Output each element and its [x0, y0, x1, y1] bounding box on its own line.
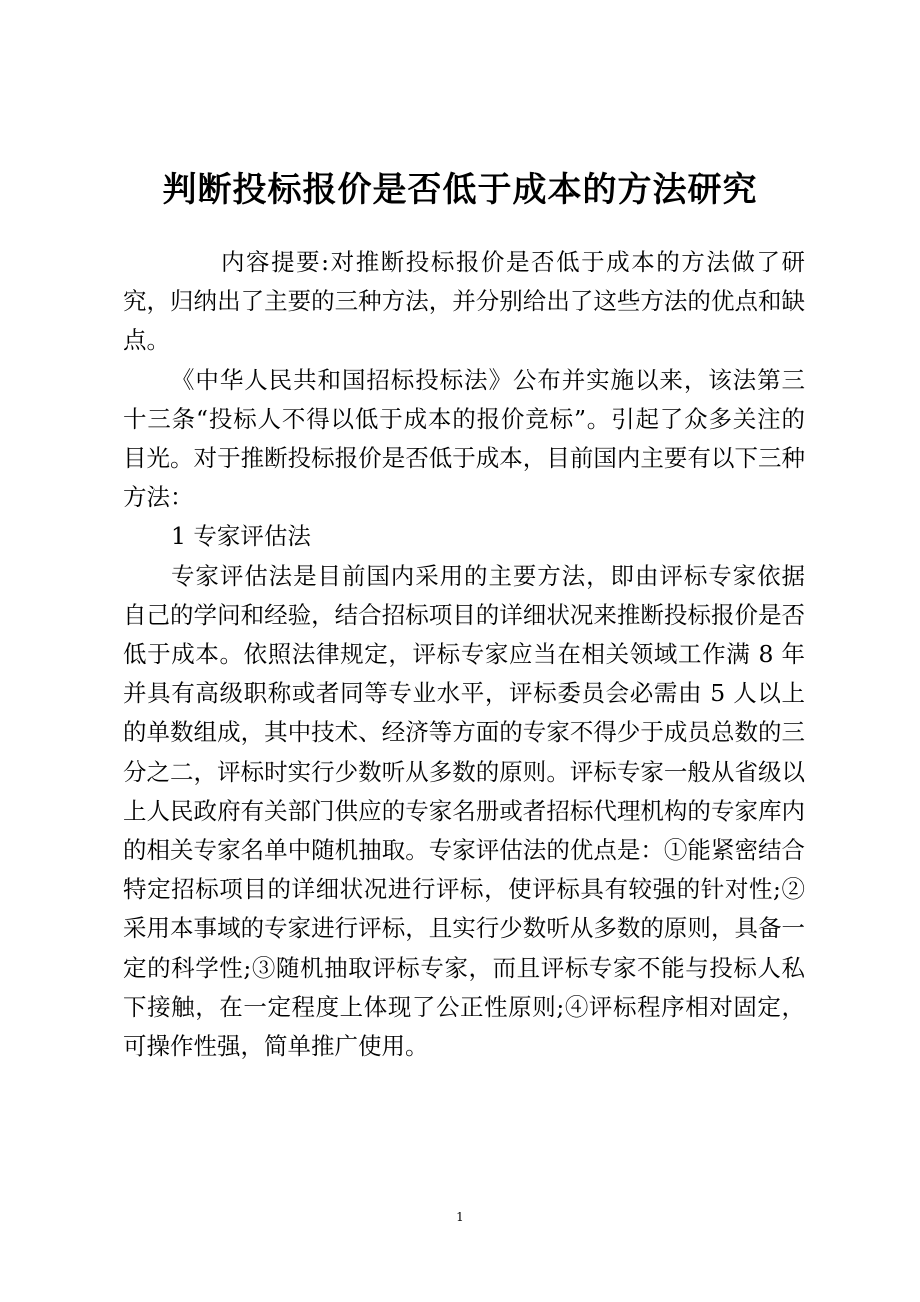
abstract-paragraph: 内容提要:对推断投标报价是否低于成本的方法做了研究，归纳出了主要的三种方法，并分别给出了这些方法的优点和缺点。: [123, 248, 805, 355]
page-number: 1: [456, 1210, 464, 1224]
page-title: 判断投标报价是否低于成本的方法研究: [162, 170, 758, 210]
section-paragraph: 专家评估法是目前国内采用的主要方法，即由评标专家依据自己的学问和经验，结合招标项目的详细状况来推断投标报价是否低于成本。依照法律规定，评标专家应当在相关领域工作满 8 年并具有高级职称或者同等专业水平，评标委员会必需由 5 人以上的单数组成，其中技术、经济等方面的专家不得少于成员总数的三分之二，评标时实行少数听从多数的原则。评标专家一般从省级以上人民政府有关部门供应的专家名册或者招标代理机构的专家库内的相关专家名单中随机抽取。专家评估法的优点是：①能紧密结合特定招标项目的详细状况进行评标，使评标具有较强的针对性;②采用本事域的专家进行评标，且实行少数听从多数的原则，具备一定的科学性;③随机抽取评标专家，而且评标专家不能与投标人私下接触，在一定程度上体现了公正性原则;④评标程序相对固定，可操作性强，简单推广使用。: [123, 561, 805, 1061]
section-heading: 1 专家评估法: [171, 522, 311, 551]
intro-paragraph: 《中华人民共和国招标投标法》公布并实施以来，该法第三十三条“投标人不得以低于成本的报价竞标”。引起了众多关注的目光。对于推断投标报价是否低于成本，目前国内主要有以下三种方法：: [123, 365, 805, 512]
document-body: [123, 243, 805, 1066]
